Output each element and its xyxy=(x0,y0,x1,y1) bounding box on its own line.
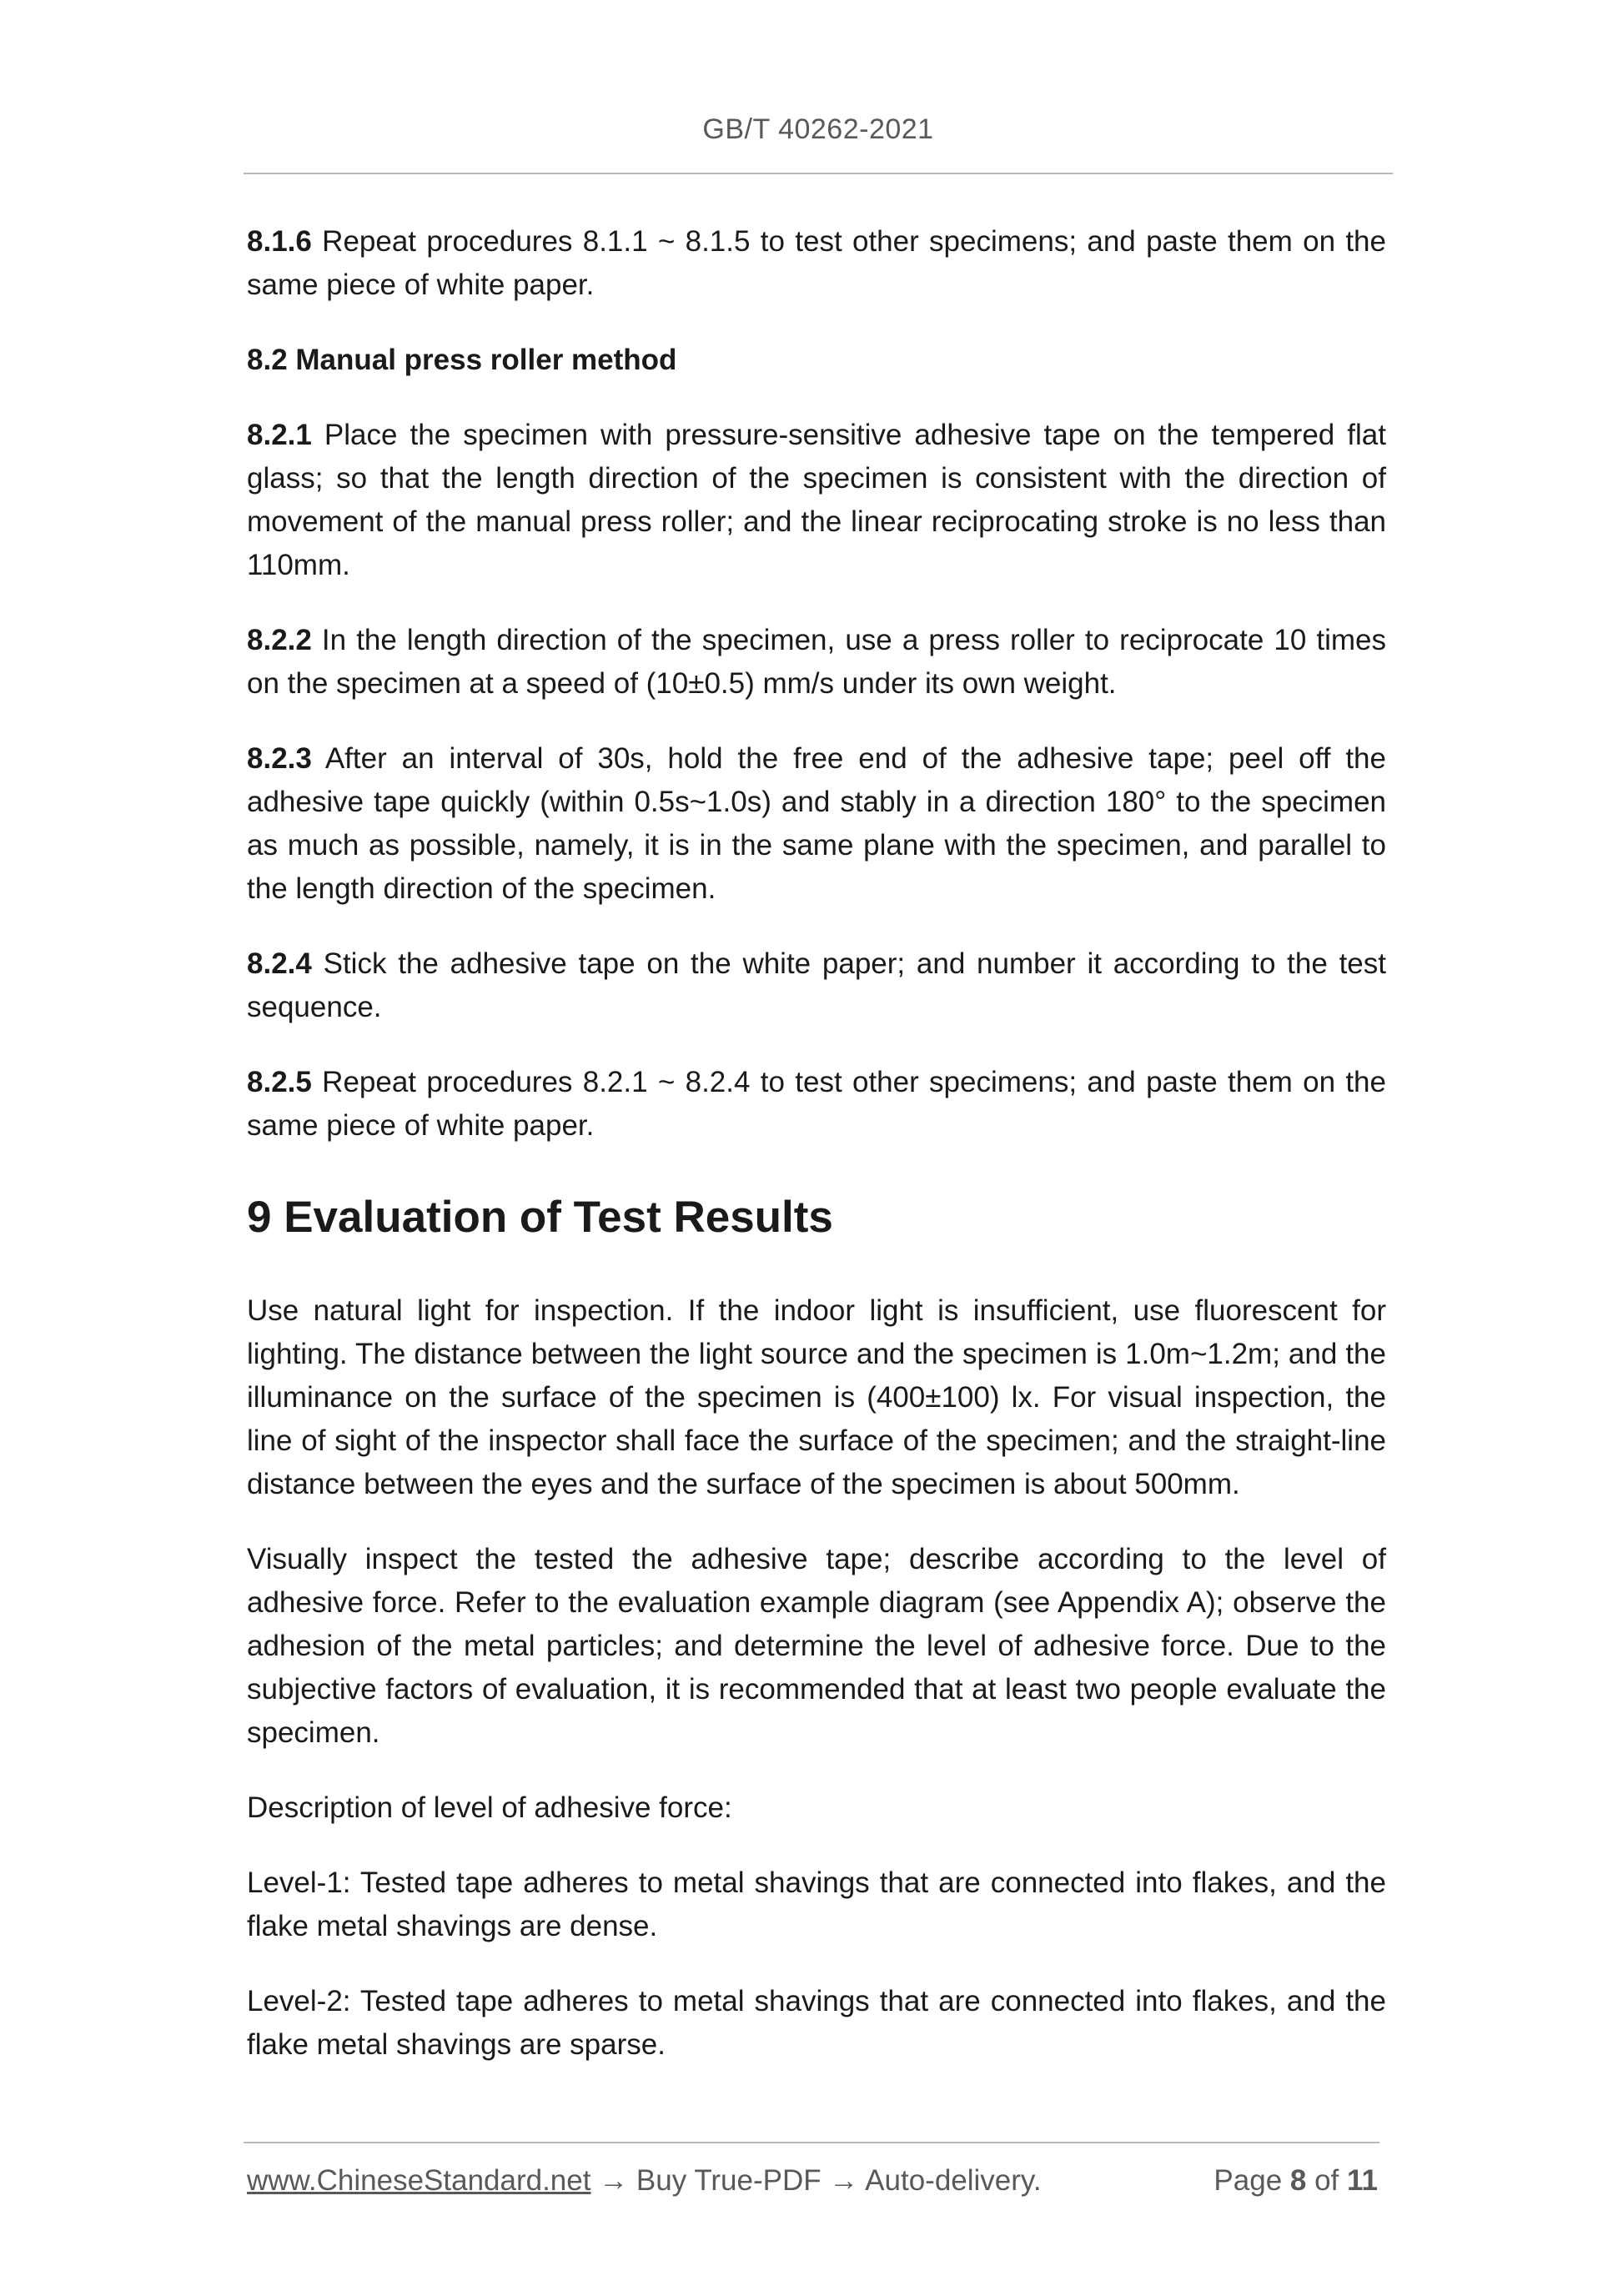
paragraph-level-1: Level-1: Tested tape adheres to metal shavings that are connected into flakes, and the flake metal shavings are dense. xyxy=(247,1866,1386,1942)
clause-text: In the length direction of the specimen, use a press roller to reciprocate 10 times on the specimen at a speed of (10±0.5) mm/s under its own weight. xyxy=(247,624,1386,700)
clause-8-2-1 xyxy=(247,414,1386,587)
subsection-heading-8-2: 8.2 Manual press roller method xyxy=(247,344,677,376)
clause-8-2-2 xyxy=(247,619,1386,706)
page-header: GB/T 40262-2021 xyxy=(702,113,934,145)
footer-divider xyxy=(244,2142,1379,2143)
clause-8-2-4 xyxy=(247,942,1386,1029)
clause-text: Stick the adhesive tape on the white paper; and number it according to the test sequence. xyxy=(247,947,1386,1023)
header-divider xyxy=(244,173,1393,174)
clause-8-2-5 xyxy=(247,1061,1386,1148)
clause-text: Repeat procedures 8.2.1 ~ 8.2.4 to test other specimens; and paste them on the same piece of white paper. xyxy=(247,1066,1386,1142)
clause-number: 8.1.6 xyxy=(247,225,312,258)
clause-number: 8.2.1 xyxy=(247,419,312,451)
document-body xyxy=(247,220,1386,2098)
clause-text: Place the specimen with pressure-sensitive adhesive tape on the tempered flat glass; so that the length direction of the specimen is consistent with the direction of movement of the manual press roller; and the linear reciprocating stroke is no less than 110mm. xyxy=(247,419,1386,581)
clause-number: 8.2.5 xyxy=(247,1066,312,1098)
website-link[interactable]: www.ChineseStandard.net xyxy=(247,2164,591,2197)
clause-number: 8.2.2 xyxy=(247,624,312,656)
clause-8-1-6 xyxy=(247,220,1386,307)
clause-number: 8.2.4 xyxy=(247,947,312,980)
clause-number: 8.2.3 xyxy=(247,742,312,775)
promo-text: → Buy True-PDF → Auto-delivery. xyxy=(590,2164,1042,2197)
page-footer xyxy=(247,2160,1378,2202)
clause-text: After an interval of 30s, hold the free end of the adhesive tape; peel off the adhesive tape quickly (within 0.5s~1.0s) and stably in a direction 180° to the specimen as much as possible, namely, it is in the same plane with the specimen, and parallel to the length direction of the specimen. xyxy=(247,742,1386,905)
clause-8-2-3 xyxy=(247,737,1386,911)
page-total: 11 xyxy=(1347,2164,1378,2197)
paragraph-level-description: Description of level of adhesive force: xyxy=(247,1791,732,1824)
page-indicator xyxy=(1213,2160,1378,2202)
section-heading-9: 9 Evaluation of Test Results xyxy=(247,1193,833,1242)
paragraph-visual-inspection: Visually inspect the tested the adhesive tape; describe according to the level of adhesive force. Refer to the evaluation example diagram (see Appendix A); observe the adhesion of the metal particles; and determine the level of adhesive force. Due to the subjective factors of evaluation, it is recommended that at least two people evaluate the specimen. xyxy=(247,1543,1386,1749)
paragraph-inspection-conditions: Use natural light for inspection. If the indoor light is insufficient, use fluorescent for lighting. The distance between the light source and the specimen is 1.0m~1.2m; and the illuminance on the surface of the specimen is (400±100) lx. For visual inspection, the line of sight of the inspector shall face the surface of the specimen; and the straight-line distance between the eyes and the surface of the specimen is about 500mm. xyxy=(247,1294,1386,1500)
page-current: 8 xyxy=(1289,2164,1307,2197)
page-label: Page xyxy=(1213,2164,1290,2197)
page-of-label: of xyxy=(1306,2164,1347,2197)
clause-text: Repeat procedures 8.1.1 ~ 8.1.5 to test other specimens; and paste them on the same piece of white paper. xyxy=(247,225,1386,301)
paragraph-level-2: Level-2: Tested tape adheres to metal shavings that are connected into flakes, and the flake metal shavings are sparse. xyxy=(247,1985,1386,2061)
